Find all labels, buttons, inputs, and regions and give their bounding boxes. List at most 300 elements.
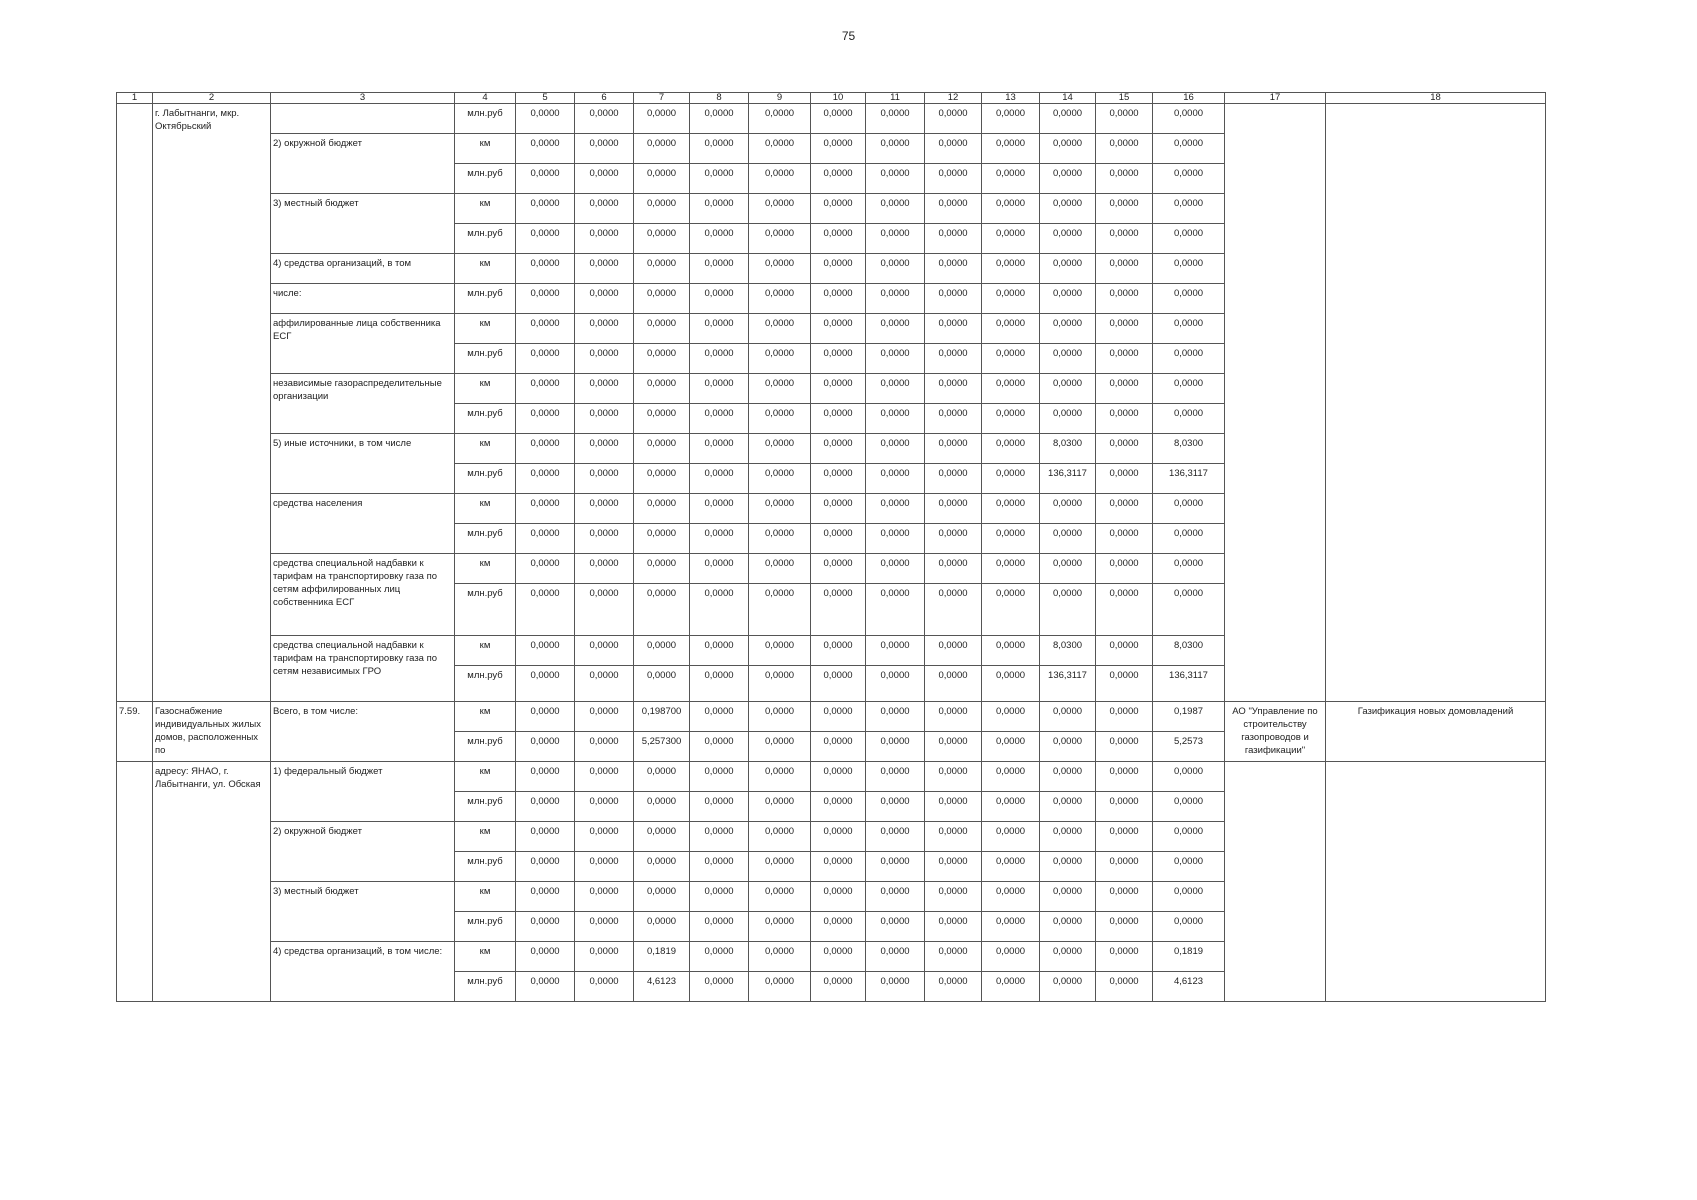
value-cell: 0,0000 [811,164,866,194]
value-cell: 0,0000 [866,164,925,194]
value-cell: 0,0000 [866,314,925,344]
value-cell: 0,0000 [690,882,749,912]
value-cell: 0,0000 [925,374,982,404]
value-cell: 0,0000 [866,494,925,524]
value-cell: 0,0000 [749,464,811,494]
value-cell: 0,0000 [925,584,982,636]
value-cell: 0,0000 [982,224,1040,254]
value-cell: 0,0000 [690,584,749,636]
unit-cell: млн.руб [455,404,516,434]
value-cell: 0,0000 [634,164,690,194]
value-cell: 0,0000 [925,164,982,194]
value-cell: 0,0000 [1040,584,1096,636]
value-cell: 0,0000 [516,284,575,314]
value-cell: 0,0000 [516,942,575,972]
value-cell: 0,0000 [982,464,1040,494]
value-cell: 0,0000 [634,912,690,942]
value-cell: 0,0000 [925,404,982,434]
value-cell: 0,0000 [516,702,575,732]
value-cell: 0,0000 [982,164,1040,194]
value-cell: 0,0000 [982,852,1040,882]
column-number: 4 [455,93,516,104]
row-code-cell [117,104,153,702]
funding-source: 3) местный бюджет [271,882,455,942]
value-cell: 0,0000 [1040,194,1096,224]
value-cell: 0,0000 [1096,822,1153,852]
value-cell: 0,0000 [811,314,866,344]
value-cell: 0,0000 [575,762,634,792]
funding-source: 2) окружной бюджет [271,822,455,882]
value-cell: 0,0000 [690,194,749,224]
value-cell: 0,0000 [866,134,925,164]
value-cell: 0,0000 [516,104,575,134]
value-cell: 0,0000 [575,702,634,732]
value-cell: 0,0000 [1096,194,1153,224]
value-cell: 0,0000 [925,494,982,524]
value-cell: 0,0000 [925,762,982,792]
value-cell: 0,0000 [749,554,811,584]
value-cell: 0,0000 [1040,822,1096,852]
funding-source: 5) иные источники, в том числе [271,434,455,494]
value-cell: 0,0000 [1153,104,1225,134]
unit-cell: млн.руб [455,666,516,702]
value-cell: 0,0000 [1096,344,1153,374]
unit-cell: млн.руб [455,732,516,762]
column-number: 5 [516,93,575,104]
unit-cell: км [455,194,516,224]
value-cell: 0,0000 [690,702,749,732]
value-cell: 0,0000 [690,344,749,374]
value-cell: 0,0000 [690,104,749,134]
unit-cell: км [455,494,516,524]
value-cell: 0,0000 [749,702,811,732]
value-cell: 0,0000 [866,822,925,852]
value-cell: 0,0000 [1153,912,1225,942]
value-cell: 0,0000 [811,224,866,254]
column-number: 14 [1040,93,1096,104]
value-cell: 0,0000 [1153,822,1225,852]
value-cell: 0,0000 [749,404,811,434]
value-cell: 0,0000 [1096,314,1153,344]
value-cell: 0,0000 [575,344,634,374]
executor-cell [1225,762,1326,1002]
unit-cell: млн.руб [455,344,516,374]
value-cell: 0,0000 [749,284,811,314]
column-number: 7 [634,93,690,104]
value-cell: 0,0000 [1096,912,1153,942]
value-cell: 0,0000 [1040,852,1096,882]
value-cell: 0,0000 [634,852,690,882]
value-cell: 0,0000 [982,822,1040,852]
value-cell: 0,0000 [925,972,982,1002]
value-cell: 0,0000 [749,374,811,404]
value-cell: 0,0000 [690,972,749,1002]
value-cell: 0,0000 [811,972,866,1002]
value-cell: 0,0000 [982,702,1040,732]
value-cell: 0,0000 [1040,254,1096,284]
value-cell: 0,0000 [516,314,575,344]
value-cell: 0,0000 [634,284,690,314]
value-cell: 0,0000 [634,494,690,524]
value-cell: 0,0000 [749,912,811,942]
table-row [117,702,1546,732]
value-cell: 0,0000 [1096,852,1153,882]
value-cell: 0,0000 [811,524,866,554]
value-cell: 0,0000 [1040,972,1096,1002]
value-cell: 5,2573 [1153,732,1225,762]
value-cell: 0,0000 [575,942,634,972]
unit-cell: млн.руб [455,912,516,942]
value-cell: 0,0000 [1153,882,1225,912]
value-cell: 0,0000 [982,434,1040,464]
value-cell: 0,0000 [925,732,982,762]
value-cell: 0,0000 [1040,554,1096,584]
value-cell: 0,0000 [634,224,690,254]
value-cell: 0,0000 [634,792,690,822]
value-cell: 0,0000 [749,584,811,636]
value-cell: 0,0000 [866,702,925,732]
column-number: 1 [117,93,153,104]
value-cell: 0,0000 [516,374,575,404]
value-cell: 0,0000 [690,732,749,762]
column-number: 11 [866,93,925,104]
value-cell: 0,1819 [634,942,690,972]
value-cell: 0,0000 [516,792,575,822]
value-cell: 0,0000 [866,972,925,1002]
object-name: Газоснабжение индивидуальных жилых домов, расположенных по [153,702,271,762]
value-cell: 0,0000 [516,636,575,666]
value-cell: 0,0000 [575,434,634,464]
value-cell: 0,0000 [1040,732,1096,762]
value-cell: 0,0000 [811,942,866,972]
object-name: г. Лабытнанги, мкр. Октябрьский [153,104,271,702]
value-cell: 0,0000 [690,822,749,852]
value-cell: 0,0000 [634,254,690,284]
value-cell: 0,0000 [1040,104,1096,134]
value-cell: 0,0000 [575,524,634,554]
table-row [117,762,1546,792]
unit-cell: км [455,636,516,666]
value-cell: 0,0000 [1096,584,1153,636]
value-cell: 0,0000 [749,972,811,1002]
value-cell: 0,0000 [634,194,690,224]
value-cell: 0,0000 [866,374,925,404]
value-cell: 0,0000 [1096,404,1153,434]
result-cell: Газификация новых домовладений [1326,702,1546,762]
value-cell: 0,0000 [811,374,866,404]
unit-cell: млн.руб [455,524,516,554]
value-cell: 0,0000 [516,224,575,254]
value-cell: 0,0000 [1153,792,1225,822]
value-cell: 0,0000 [516,404,575,434]
value-cell: 0,0000 [866,284,925,314]
value-cell: 0,0000 [749,792,811,822]
value-cell: 0,0000 [575,194,634,224]
value-cell: 0,0000 [811,852,866,882]
value-cell: 0,0000 [516,254,575,284]
value-cell: 0,0000 [1040,404,1096,434]
column-number: 10 [811,93,866,104]
value-cell: 0,0000 [1096,666,1153,702]
value-cell: 0,0000 [690,524,749,554]
value-cell: 0,0000 [925,254,982,284]
unit-cell: млн.руб [455,584,516,636]
value-cell: 0,0000 [866,882,925,912]
value-cell: 0,0000 [575,254,634,284]
value-cell: 0,0000 [749,524,811,554]
unit-cell: млн.руб [455,464,516,494]
column-number: 13 [982,93,1040,104]
value-cell: 0,0000 [866,732,925,762]
value-cell: 136,3117 [1040,464,1096,494]
value-cell: 0,0000 [811,882,866,912]
value-cell: 0,0000 [634,584,690,636]
value-cell: 0,0000 [749,666,811,702]
value-cell: 0,0000 [690,942,749,972]
value-cell: 0,0000 [749,732,811,762]
value-cell: 0,0000 [749,254,811,284]
column-number: 12 [925,93,982,104]
value-cell: 0,0000 [982,524,1040,554]
value-cell: 0,0000 [1040,912,1096,942]
value-cell: 0,0000 [575,636,634,666]
value-cell: 0,0000 [1040,224,1096,254]
value-cell: 0,0000 [811,434,866,464]
value-cell: 0,0000 [925,224,982,254]
value-cell: 0,0000 [516,732,575,762]
value-cell: 0,0000 [866,224,925,254]
value-cell: 0,0000 [925,882,982,912]
value-cell: 0,0000 [1153,554,1225,584]
value-cell: 0,0000 [1040,134,1096,164]
value-cell: 0,0000 [925,194,982,224]
value-cell: 0,0000 [982,134,1040,164]
value-cell: 0,0000 [690,912,749,942]
value-cell: 0,0000 [575,584,634,636]
value-cell: 0,0000 [690,464,749,494]
value-cell: 0,0000 [516,584,575,636]
value-cell: 0,0000 [1153,762,1225,792]
value-cell: 0,0000 [925,314,982,344]
value-cell: 0,0000 [634,822,690,852]
value-cell: 0,0000 [1040,374,1096,404]
column-number: 17 [1225,93,1326,104]
value-cell: 0,0000 [982,314,1040,344]
value-cell: 0,0000 [634,434,690,464]
value-cell: 0,0000 [690,404,749,434]
value-cell: 0,0000 [866,666,925,702]
value-cell: 0,0000 [575,314,634,344]
value-cell: 0,0000 [516,524,575,554]
value-cell: 0,0000 [749,344,811,374]
value-cell: 0,0000 [866,912,925,942]
value-cell: 0,0000 [982,732,1040,762]
value-cell: 0,0000 [811,494,866,524]
value-cell: 0,0000 [690,254,749,284]
value-cell: 0,0000 [690,314,749,344]
value-cell: 136,3117 [1040,666,1096,702]
value-cell: 0,0000 [1153,584,1225,636]
executor-cell [1225,104,1326,702]
funding-source: независимые газораспределительные организации [271,374,455,434]
column-number: 15 [1096,93,1153,104]
value-cell: 0,0000 [982,942,1040,972]
value-cell: 0,0000 [749,882,811,912]
value-cell: 0,0000 [925,554,982,584]
value-cell: 0,0000 [1096,524,1153,554]
funding-source: 4) средства организаций, в том числе: [271,942,455,1002]
value-cell: 0,0000 [866,792,925,822]
value-cell: 0,0000 [811,792,866,822]
value-cell: 0,0000 [925,104,982,134]
value-cell: 0,0000 [811,702,866,732]
value-cell: 0,0000 [866,942,925,972]
value-cell: 8,0300 [1040,434,1096,464]
value-cell: 0,0000 [690,762,749,792]
value-cell: 0,0000 [1153,194,1225,224]
value-cell: 0,0000 [1153,524,1225,554]
value-cell: 0,0000 [1040,792,1096,822]
funding-table [116,92,1546,1002]
unit-cell: млн.руб [455,224,516,254]
value-cell: 0,0000 [1153,134,1225,164]
table-row [117,104,1546,134]
result-cell [1326,104,1546,702]
value-cell: 0,0000 [575,822,634,852]
funding-source: средства специальной надбавки к тарифам на транспортировку газа по сетям аффилированных лиц собственника ЕСГ [271,554,455,636]
value-cell: 0,0000 [866,194,925,224]
unit-cell: км [455,762,516,792]
value-cell: 0,0000 [516,666,575,702]
value-cell: 0,0000 [634,882,690,912]
value-cell: 0,0000 [1096,434,1153,464]
value-cell: 0,0000 [866,434,925,464]
value-cell: 0,0000 [1153,374,1225,404]
value-cell: 0,0000 [516,164,575,194]
value-cell: 5,257300 [634,732,690,762]
value-cell: 0,0000 [982,254,1040,284]
value-cell: 0,0000 [925,942,982,972]
value-cell: 0,0000 [866,104,925,134]
value-cell: 0,0000 [811,584,866,636]
value-cell: 0,0000 [811,344,866,374]
value-cell: 0,0000 [516,194,575,224]
value-cell: 0,0000 [811,404,866,434]
unit-cell: км [455,434,516,464]
value-cell: 0,0000 [575,284,634,314]
value-cell: 0,0000 [1096,792,1153,822]
value-cell: 0,0000 [1153,284,1225,314]
value-cell: 0,0000 [1096,224,1153,254]
value-cell: 0,0000 [1096,284,1153,314]
value-cell: 0,0000 [516,912,575,942]
value-cell: 0,0000 [982,194,1040,224]
column-number: 8 [690,93,749,104]
value-cell: 0,0000 [811,912,866,942]
value-cell: 8,0300 [1153,434,1225,464]
value-cell: 0,0000 [982,494,1040,524]
unit-cell: млн.руб [455,852,516,882]
value-cell: 0,0000 [749,194,811,224]
unit-cell: км [455,702,516,732]
value-cell: 0,0000 [1153,852,1225,882]
value-cell: 0,0000 [811,554,866,584]
value-cell: 0,0000 [811,762,866,792]
value-cell: 0,0000 [1040,164,1096,194]
value-cell: 0,0000 [1040,942,1096,972]
unit-cell: км [455,822,516,852]
value-cell: 0,0000 [575,792,634,822]
value-cell: 0,0000 [634,404,690,434]
value-cell: 0,0000 [982,344,1040,374]
value-cell: 0,1819 [1153,942,1225,972]
funding-source: Всего, в том числе: [271,702,455,762]
value-cell: 0,0000 [1096,636,1153,666]
value-cell: 0,0000 [1040,494,1096,524]
value-cell: 0,0000 [866,584,925,636]
value-cell: 0,0000 [982,666,1040,702]
value-cell: 0,0000 [925,822,982,852]
value-cell: 0,0000 [1096,464,1153,494]
value-cell: 0,0000 [516,344,575,374]
row-code-cell [117,762,153,1002]
unit-cell: км [455,554,516,584]
value-cell: 0,0000 [866,852,925,882]
value-cell: 0,0000 [811,732,866,762]
value-cell: 0,0000 [1096,732,1153,762]
value-cell: 0,0000 [925,702,982,732]
value-cell: 0,0000 [811,636,866,666]
unit-cell: млн.руб [455,792,516,822]
column-number: 9 [749,93,811,104]
value-cell: 0,0000 [634,554,690,584]
funding-source: числе: [271,284,455,314]
value-cell: 0,0000 [1040,702,1096,732]
value-cell: 0,0000 [866,464,925,494]
value-cell: 0,0000 [925,134,982,164]
value-cell: 0,0000 [634,374,690,404]
value-cell: 8,0300 [1153,636,1225,666]
value-cell: 0,0000 [1040,762,1096,792]
value-cell: 0,0000 [1096,164,1153,194]
value-cell: 4,6123 [1153,972,1225,1002]
value-cell: 0,0000 [982,636,1040,666]
value-cell: 0,0000 [1153,344,1225,374]
value-cell: 0,0000 [690,554,749,584]
value-cell: 0,0000 [749,314,811,344]
value-cell: 0,0000 [1096,134,1153,164]
value-cell: 0,0000 [1040,284,1096,314]
value-cell: 0,0000 [1096,374,1153,404]
value-cell: 0,0000 [1096,254,1153,284]
value-cell: 0,0000 [516,882,575,912]
value-cell: 0,0000 [749,852,811,882]
value-cell: 0,0000 [866,554,925,584]
value-cell: 0,0000 [866,254,925,284]
value-cell: 0,0000 [690,164,749,194]
column-number: 2 [153,93,271,104]
value-cell: 0,0000 [575,852,634,882]
funding-source: 3) местный бюджет [271,194,455,254]
value-cell: 0,0000 [925,636,982,666]
value-cell: 0,0000 [866,524,925,554]
value-cell: 0,0000 [516,972,575,1002]
value-cell: 0,0000 [982,972,1040,1002]
value-cell: 0,0000 [811,666,866,702]
value-cell: 0,0000 [634,762,690,792]
value-cell: 0,0000 [516,822,575,852]
value-cell: 0,0000 [1153,314,1225,344]
